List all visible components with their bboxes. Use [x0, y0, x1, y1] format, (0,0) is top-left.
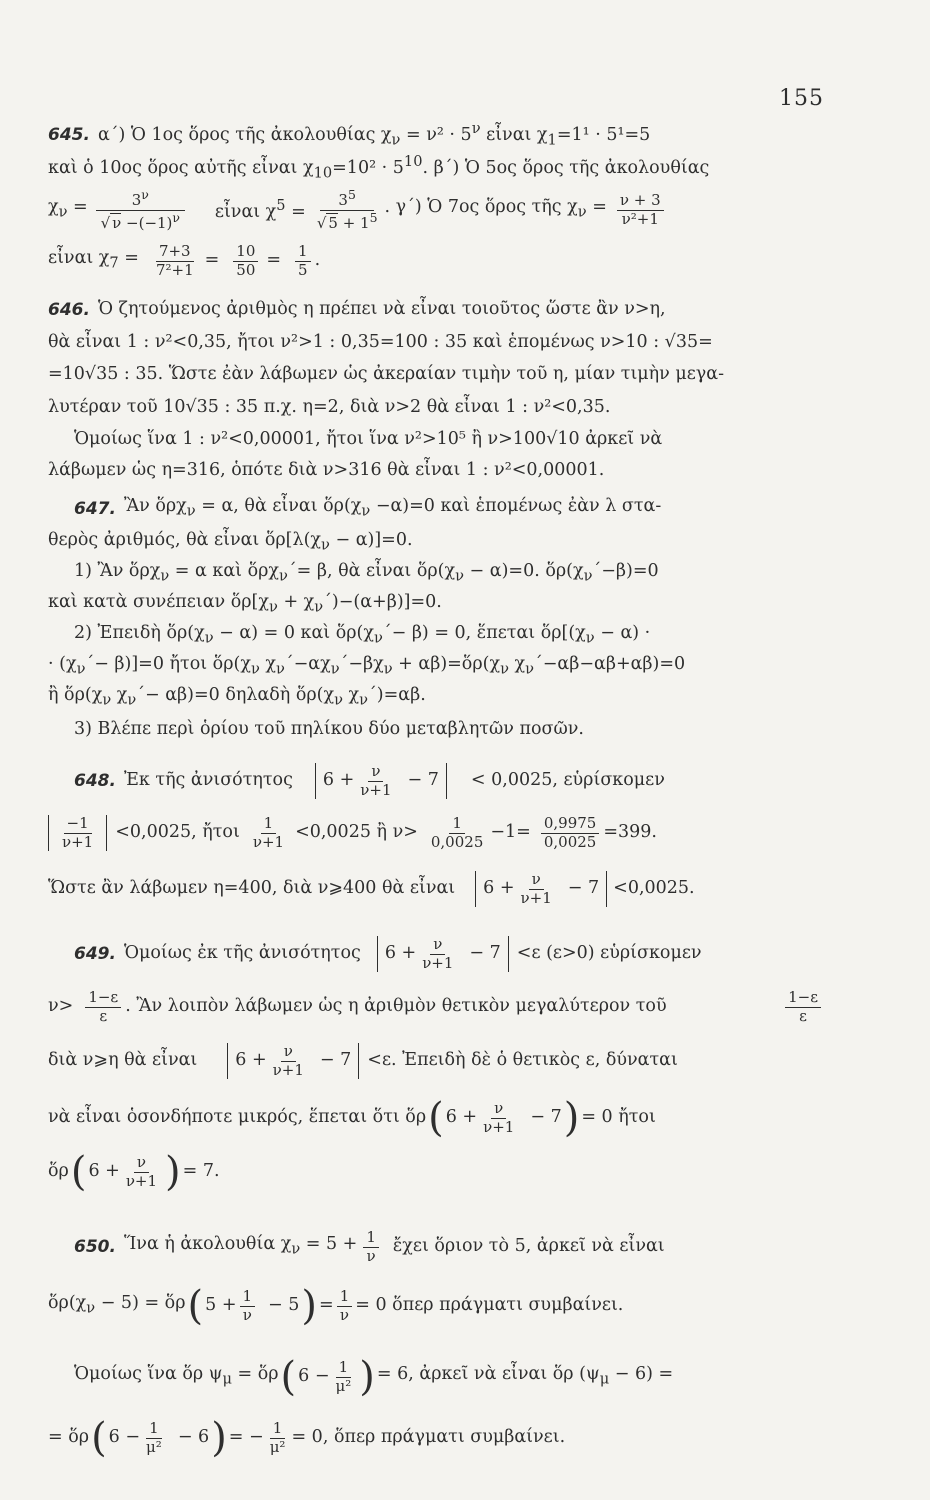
right-paren: )	[165, 1149, 181, 1195]
fraction-1-eps-over-eps-2: 1−ε ε	[785, 989, 821, 1025]
p649-line-4: νὰ εἶναι ὁσονδήποτε μικρός, ἕπεται ὅτι ὅρ ( 6 + $\frac{\nu}{\nu+1}$ − 7 ) = 0 ἤτοι	[48, 1095, 656, 1141]
p650-text-3a: Ὁμοίως ἵνα ὅρ $\psi_\mu$ = ὅρ	[74, 1364, 279, 1388]
fraction-1-over-n: $\frac{1}{\nu}$	[363, 1229, 379, 1265]
fraction-n3-over-n21: $\frac{\nu + 3}{\text{ν²+1}}$	[617, 192, 664, 228]
p645-line-4: εἶναι $\chi_7$ = $\frac{7+3}{\text{7²+1}}$ = 10 50 = 1 5 .	[48, 242, 321, 279]
right-paren: )	[301, 1283, 318, 1329]
p647-line-2	[48, 528, 824, 558]
abs-expression-4: 6 + $\frac{\nu}{\nu+1}$ − 7	[377, 936, 509, 972]
p650-line-2: $ὅ\rho(\chi_\nu - 5)$ = ὅρ ( 5 + $\frac{1}{\nu}$ − 5 ) = $\frac{1}{\nu}$ = 0 ὅπερ πράγματι συμβαίνει.	[48, 1283, 624, 1329]
p647-text-7: ἢ $ὅ\rho(\chi_\nu$ $\chi_\nu΄- \alpha\beta)=0$ δηλαδὴ $ὅ\rho(\chi_\nu$ $\chi_\nu΄)=\alpha\beta$.	[48, 685, 426, 709]
p650-text-2a: $ὅ\rho(\chi_\nu - 5)$ = ὅρ	[48, 1293, 186, 1317]
fraction-n-over-n1: $\frac{\nu}{\nu+1}$	[125, 1153, 158, 1190]
p647-text-5: 2) Ἐπειδὴ $ὅ\rho(\chi_\nu - \alpha) = 0$ καὶ $ὅ\rho(\chi_\nu΄- \beta) = 0$, ἕπεται $ὅ\rho[(\chi_\nu - \alpha)$ ·	[74, 623, 651, 647]
p645-text-1: α΄) Ὁ 1ος ὅρος τῆς ἀκολουθίας $\chi_\nu = \nu^2 \cdot 5^\nu$ εἶναι $\chi_1=1^1 \cdot 5^1=5$	[97, 120, 651, 149]
p648-text-3a: Ὥστε ἂν λάβωμεν η=400, διὰ ν⩾400 θὰ εἶναι	[48, 878, 456, 899]
page-content	[48, 118, 824, 1468]
p648-text-2a: <0,0025, ἤτοι	[115, 822, 240, 843]
p649-text-1a: Ὁμοίως ἐκ τῆς ἀνισότητος	[123, 943, 361, 964]
p650-line-4: = ὅρ ( 6 − $\frac{1}{\text{μ²}}$ − 6 ) = − $\frac{1}{\text{μ²}}$ = 0, ὅπερ πράγματι συμβαίνει.	[48, 1415, 566, 1461]
p649-text-2a: ν>	[48, 996, 74, 1017]
p649-text-4b: = 0 ἤτοι	[581, 1107, 656, 1128]
exercise-number-650: 650.	[74, 1236, 116, 1257]
abs-expression-1: 6 + $\frac{\nu}{\nu+1}$ − 7	[315, 763, 447, 799]
p645-line-1	[48, 118, 824, 152]
p649-line-5: ὅρ ( 6 + $\frac{\nu}{\nu+1}$ ) = 7.	[48, 1149, 220, 1195]
p650-text-1b: ἔχει ὅριον τὸ 5, ἀρκεῖ νὰ εἶναι	[392, 1236, 665, 1257]
fraction-73: $\frac{7+3}{\text{7²+1}}$	[155, 242, 194, 279]
left-paren: (	[428, 1095, 444, 1141]
p649-line-3	[48, 1032, 824, 1090]
abs-expression-2: −1 ν+1	[48, 815, 107, 851]
p646-text-6: λάβωμεν ὡς η=316, ὁπότε διὰ ν>316 θὰ εἶναι 1 : ν²<0,00001.	[48, 460, 605, 481]
p650-text-1a: Ἵνα ἡ ἀκολουθία $\chi_\nu = 5$ +	[123, 1234, 358, 1258]
left-paren: (	[70, 1149, 87, 1195]
p645-gamma: . γ΄) Ὁ 7ος ὅρος τῆς $\chi_\nu$ =	[384, 197, 607, 221]
left-paren: (	[187, 1283, 204, 1329]
p649-text-3b: <ε. Ἐπειδὴ δὲ ὁ θετικὸς ε, δύναται	[367, 1050, 678, 1071]
p645-line-2	[48, 152, 824, 184]
left-paren: (	[91, 1415, 107, 1461]
p648-text-2b: <0,0025 ἢ ν>	[295, 822, 418, 843]
p647-text-3: 1) Ἂν ὅρχ$_\nu$ = α καὶ ὅρχ$_\nu$΄= β, θὰ εἶναι $ὅ\rho(\chi_\nu - \alpha)=0$. $ὅ\rho(\chi_\nu΄-\beta)=0$	[74, 561, 659, 585]
right-paren: )	[211, 1415, 227, 1461]
fraction-1-eps-over-eps: 1−ε ε	[85, 989, 121, 1025]
fraction-35-over-root: $\frac{3^5}{√ 5 + 1^5}$	[316, 187, 378, 232]
p648-text-1a: Ἐκ τῆς ἀνισότητος	[123, 770, 293, 791]
p649-text-2b: . Ἂν λοιπὸν λάβωμεν ὡς η ἀριθμὸν θετικὸν μεγαλύτερον τοῦ	[125, 996, 667, 1017]
p645-x7: εἶναι $\chi_7$ =	[48, 248, 139, 272]
p650-text-4c: = 0, ὅπερ πράγματι συμβαίνει.	[291, 1427, 566, 1448]
p648-line-3	[48, 860, 824, 918]
p649-line-1	[48, 926, 824, 982]
fraction-3n-over-root: $\frac{3^\nu}{√ \nu -(-1)^\nu}$	[96, 188, 185, 232]
p646-line-1	[48, 292, 824, 328]
p649-text-5b: = 7.	[182, 1161, 220, 1182]
p645-line-3	[48, 184, 824, 236]
p647-text-8: 3) Βλέπε περὶ ὁρίου τοῦ πηλίκου δύο μεταβλητῶν ποσῶν.	[74, 719, 584, 740]
p649-text-1b: <ε (ε>0) εὑρίσκομεν	[516, 943, 702, 964]
p649-text-5a: ὅρ	[48, 1161, 69, 1182]
p647-text-4: καὶ κατὰ συνέπειαν $ὅ\rho[\chi_\nu + \chi_\nu΄)-(\alpha+\beta)]=0$.	[48, 592, 442, 616]
p650-line-1	[48, 1218, 824, 1276]
p648-text-3b: <0,0025.	[613, 878, 695, 899]
fraction-n-over-n1: $\frac{\nu}{\nu+1}$	[483, 1099, 515, 1136]
p647-line-7	[48, 682, 824, 714]
p649-text-3a: διὰ ν⩾η θὰ εἶναι	[48, 1050, 198, 1071]
exercise-number-647: 647.	[74, 498, 116, 519]
p647-line-6	[48, 652, 824, 682]
p647-line-5	[48, 620, 824, 652]
page-number: 155	[779, 86, 824, 111]
p646-line-3	[48, 358, 824, 392]
p647-text-2: θερὸς ἀριθμός, θὰ εἶναι $ὅ\rho[\lambda(\chi_\nu - \alpha)]=0$.	[48, 530, 413, 554]
p650-line-3: Ὁμοίως ἵνα ὅρ $\psi_\mu$ = ὅρ ( 6 − $\frac{1}{\text{μ²}}$ ) = 6, ἀρκεῖ νὰ εἶναι ὅρ $(\psi_\mu - 6)$ =	[74, 1354, 674, 1400]
exercise-number-645: 645.	[48, 124, 90, 145]
p650-text-3b: = 6, ἀρκεῖ νὰ εἶναι ὅρ $(\psi_\mu - 6)$ =	[376, 1364, 674, 1388]
fraction-09975: $\frac{0,9975}{0,0025}$	[541, 815, 600, 851]
p645-xn: $\chi_\nu$ =	[48, 197, 88, 221]
exercise-number-648: 648.	[74, 770, 116, 791]
p648-line-1	[48, 756, 824, 806]
p648-text-2d: =399.	[603, 822, 657, 843]
p650-text-4a: = ὅρ	[48, 1427, 90, 1448]
p645-text-2: καὶ ὁ 10ος ὅρος αὐτῆς εἶναι $\chi_{10}=10^2 \cdot 5^{10}$. β΄) Ὁ 5ος ὅρος τῆς ἀκολουθίας	[48, 153, 710, 182]
p646-text-1: Ὁ ζητούμενος ἀριθμὸς η πρέπει νὰ εἶναι τοιοῦτος ὥστε ἂν ν>η,	[97, 299, 666, 320]
p648-text-2c: −1=	[490, 822, 531, 843]
fraction-10-50: 10 50	[233, 243, 258, 279]
fraction-1-over-n1: 1 ν+1	[252, 814, 285, 851]
fraction-1-5: 1 5	[295, 243, 311, 279]
right-paren: )	[563, 1095, 580, 1141]
left-paren: (	[280, 1354, 297, 1400]
p647-line-4	[48, 590, 824, 620]
p646-text-5: Ὁμοίως ἵνα 1 : ν²<0,00001, ἤτοι ἵνα ν²>10⁵ ἢ ν>100√10 ἀρκεῖ νὰ	[74, 429, 663, 450]
p647-line-3	[48, 558, 824, 590]
exercise-number-649: 649.	[74, 943, 116, 964]
p646-line-5	[48, 424, 824, 456]
p645-x5: εἶναι $\chi^5$ =	[214, 196, 306, 222]
p646-text-4: λυτέραν τοῦ 10√35 : 35 π.χ. η=2, διὰ ν>2 θὰ εἶναι 1 : ν²<0,35.	[48, 397, 611, 418]
p648-line-2	[48, 806, 824, 860]
abs-expression-5: 6 + $\frac{\nu}{\nu+1}$ − 7	[227, 1043, 359, 1079]
p648-text-1b: < 0,0025, εὑρίσκομεν	[470, 770, 665, 791]
right-paren: )	[359, 1354, 375, 1400]
exercise-number-646: 646.	[48, 299, 90, 320]
p646-line-6	[48, 456, 824, 486]
p647-text-1: Ἂν ὅρχ$_\nu$ = α, θὰ εἶναι $ὅ\rho(\chi_\nu -\alpha)=0$ καὶ ἑπομένως ἐὰν λ στα-	[123, 496, 662, 520]
p646-text-2: θὰ εἶναι 1 : ν²<0,35, ἤτοι ν²>1 : 0,35=100 : 35 καὶ ἑπομένως ν>10 : √35=	[48, 332, 713, 353]
p650-text-2c: = 0 ὅπερ πράγματι συμβαίνει.	[355, 1295, 624, 1316]
p647-line-1	[48, 490, 824, 528]
fraction-1-over-0025: 1 0,0025	[430, 814, 484, 851]
p649-text-4a: νὰ εἶναι ὁσονδήποτε μικρός, ἕπεται ὅτι ὅρ	[48, 1107, 427, 1128]
abs-expression-3: 6 + $\frac{\nu}{\nu+1}$ − 7	[475, 871, 607, 907]
p649-line-2	[48, 982, 824, 1032]
p647-line-8	[48, 714, 824, 746]
p646-line-2	[48, 328, 824, 358]
p646-line-4	[48, 392, 824, 424]
p646-text-3: =10√35 : 35. Ὥστε ἐὰν λάβωμεν ὡς ἀκεραίαν τιμὴν τοῦ η, μίαν τιμὴν μεγα-	[48, 364, 724, 385]
p647-text-6: · $(\chi_\nu΄- \beta)]=0$ ἤτοι $ὅ\rho(\chi_\nu$ $\chi_\nu΄-\alpha\chi_\nu΄-\beta\chi_\nu$ + $\alpha\beta)=ὅ\rho(\chi_\nu$ $\chi_\nu΄-\alpha\beta-\alpha\beta+\alpha\beta)=0$	[48, 654, 686, 678]
